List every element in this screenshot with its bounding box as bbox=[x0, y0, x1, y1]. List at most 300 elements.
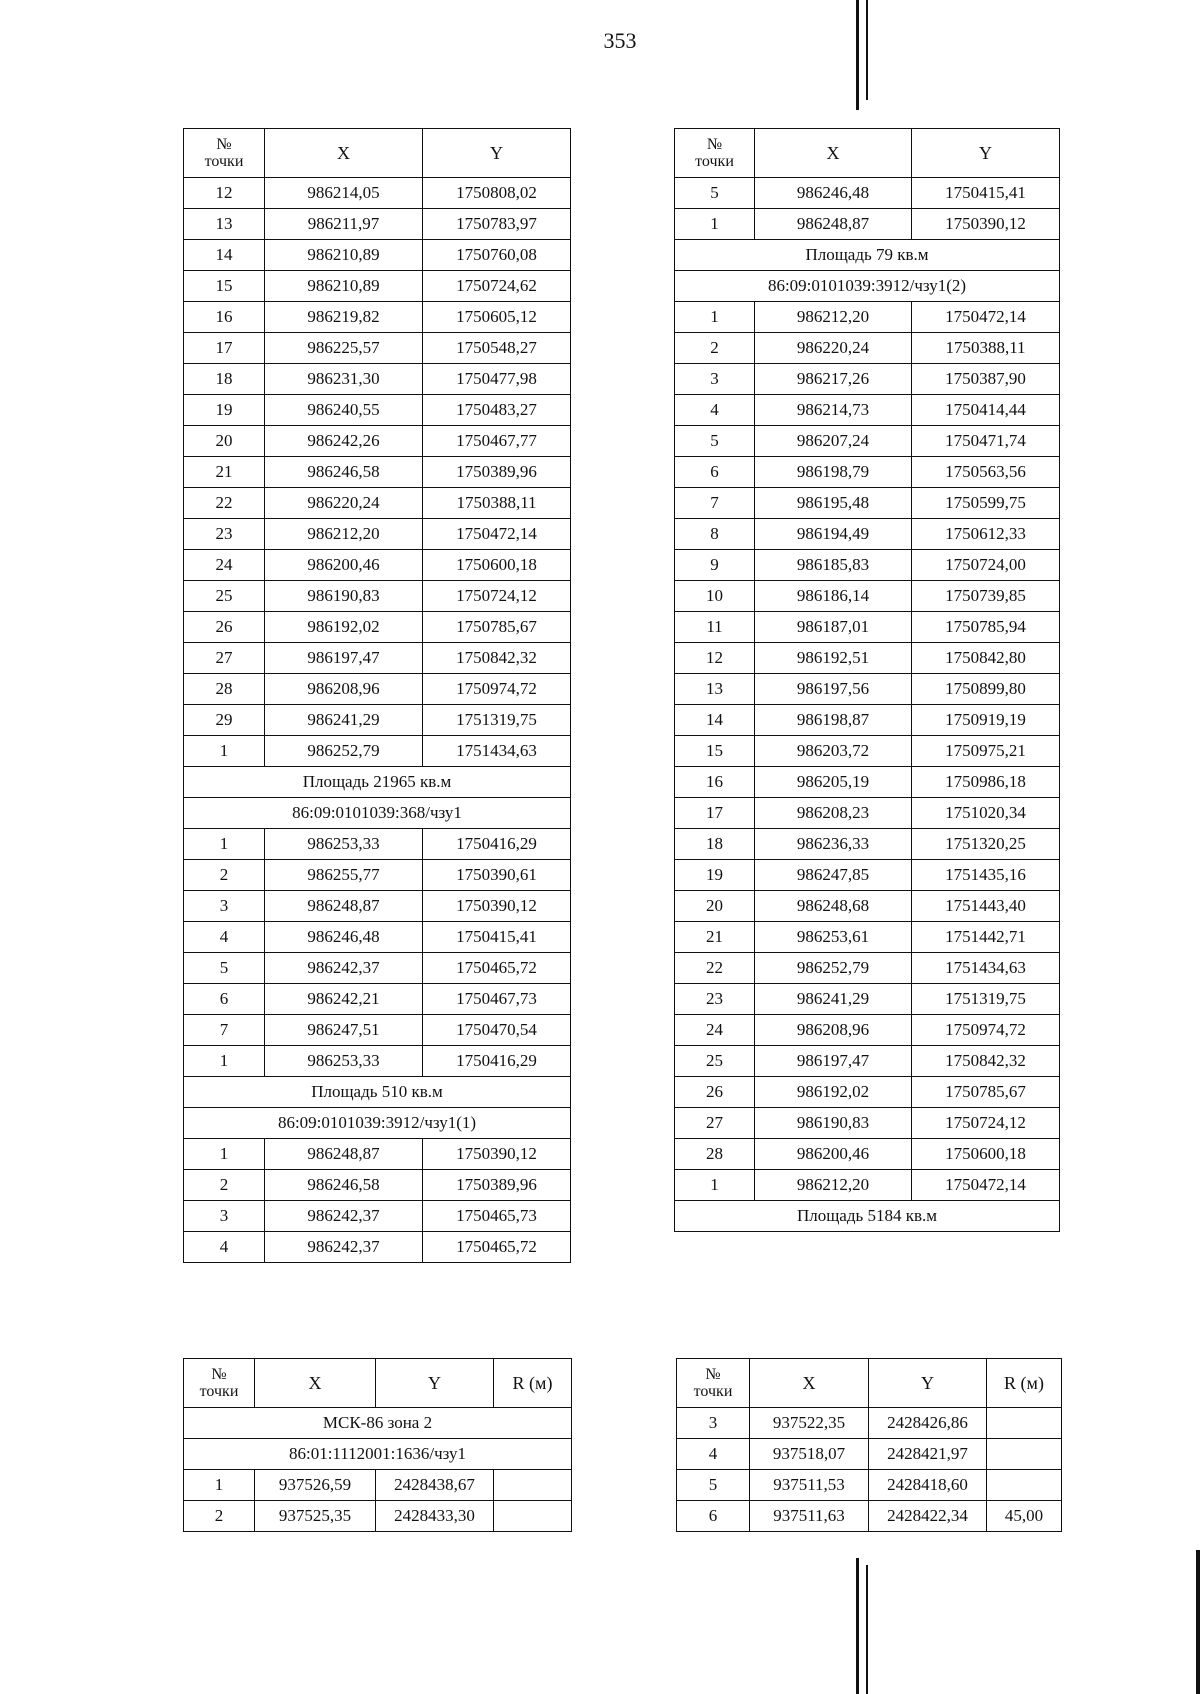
cell-point-number: 25 bbox=[675, 1046, 755, 1077]
cell-y: 1750390,12 bbox=[912, 209, 1060, 240]
cell-y: 1750842,32 bbox=[912, 1046, 1060, 1077]
cell-x: 986253,33 bbox=[265, 829, 423, 860]
section-row bbox=[675, 271, 1060, 302]
cell-y: 1750388,11 bbox=[423, 488, 571, 519]
cell-x: 986192,02 bbox=[755, 1077, 912, 1108]
table-row bbox=[184, 1232, 571, 1263]
section-label: 86:09:0101039:3912/чзу1(2) bbox=[675, 271, 1060, 302]
cell-y: 1750483,27 bbox=[423, 395, 571, 426]
cell-y: 1751319,75 bbox=[423, 705, 571, 736]
table-row bbox=[184, 922, 571, 953]
cell-x: 986214,05 bbox=[265, 178, 423, 209]
cell-y: 1750548,27 bbox=[423, 333, 571, 364]
table-row bbox=[677, 1439, 1062, 1470]
cell-radius bbox=[987, 1439, 1062, 1470]
cell-point-number: 19 bbox=[675, 860, 755, 891]
cell-y: 1750842,32 bbox=[423, 643, 571, 674]
cell-point-number: 3 bbox=[677, 1408, 750, 1439]
table-row bbox=[675, 426, 1060, 457]
table-row bbox=[184, 240, 571, 271]
header-x: X bbox=[755, 129, 912, 178]
cell-x: 986214,73 bbox=[755, 395, 912, 426]
cell-x: 986186,14 bbox=[755, 581, 912, 612]
cell-point-number: 9 bbox=[675, 550, 755, 581]
cell-y: 1751434,63 bbox=[423, 736, 571, 767]
section-row bbox=[675, 240, 1060, 271]
scan-edge-line bbox=[866, 1565, 868, 1694]
header-x: X bbox=[750, 1359, 869, 1408]
cell-y: 1751020,34 bbox=[912, 798, 1060, 829]
table-row bbox=[184, 860, 571, 891]
table-row bbox=[675, 984, 1060, 1015]
table-row bbox=[184, 1501, 572, 1532]
cell-point-number: 22 bbox=[184, 488, 265, 519]
table-row bbox=[675, 1015, 1060, 1046]
cell-y: 1750389,96 bbox=[423, 1170, 571, 1201]
cell-point-number: 2 bbox=[184, 1501, 255, 1532]
cell-x: 937511,53 bbox=[750, 1470, 869, 1501]
cell-x: 986212,20 bbox=[265, 519, 423, 550]
section-row bbox=[184, 1108, 571, 1139]
table-row bbox=[184, 209, 571, 240]
header-point-number: № точки bbox=[677, 1359, 750, 1408]
header-y: Y bbox=[423, 129, 571, 178]
cell-x: 986197,47 bbox=[755, 1046, 912, 1077]
table-row bbox=[677, 1470, 1062, 1501]
cell-point-number: 17 bbox=[675, 798, 755, 829]
cell-point-number: 4 bbox=[184, 922, 265, 953]
table-row bbox=[675, 209, 1060, 240]
cell-x: 986185,83 bbox=[755, 550, 912, 581]
cell-y: 1750975,21 bbox=[912, 736, 1060, 767]
cell-y: 1750600,18 bbox=[423, 550, 571, 581]
cell-radius: 45,00 bbox=[987, 1501, 1062, 1532]
table-row bbox=[184, 488, 571, 519]
cell-point-number: 1 bbox=[184, 1470, 255, 1501]
cell-y: 1750465,72 bbox=[423, 1232, 571, 1263]
cell-x: 986231,30 bbox=[265, 364, 423, 395]
cell-point-number: 6 bbox=[675, 457, 755, 488]
table-row bbox=[184, 1201, 571, 1232]
section-row bbox=[675, 1201, 1060, 1232]
cell-point-number: 12 bbox=[184, 178, 265, 209]
cell-point-number: 22 bbox=[675, 953, 755, 984]
table-row bbox=[184, 705, 571, 736]
table-row bbox=[184, 426, 571, 457]
table-row bbox=[184, 1170, 571, 1201]
cell-x: 986210,89 bbox=[265, 240, 423, 271]
cell-point-number: 5 bbox=[675, 178, 755, 209]
cell-point-number: 25 bbox=[184, 581, 265, 612]
cell-y: 1750472,14 bbox=[912, 1170, 1060, 1201]
table-row bbox=[184, 891, 571, 922]
cell-x: 986241,29 bbox=[755, 984, 912, 1015]
cell-x: 986197,47 bbox=[265, 643, 423, 674]
cell-point-number: 24 bbox=[184, 550, 265, 581]
table-row bbox=[184, 1139, 571, 1170]
section-label: 86:09:0101039:368/чзу1 bbox=[184, 798, 571, 829]
table-row bbox=[184, 457, 571, 488]
cell-y: 1750600,18 bbox=[912, 1139, 1060, 1170]
cell-x: 986210,89 bbox=[265, 271, 423, 302]
cell-y: 1750471,74 bbox=[912, 426, 1060, 457]
table-row bbox=[675, 643, 1060, 674]
cell-x: 986255,77 bbox=[265, 860, 423, 891]
cell-y: 1750477,98 bbox=[423, 364, 571, 395]
cell-x: 986246,48 bbox=[755, 178, 912, 209]
cell-x: 986192,51 bbox=[755, 643, 912, 674]
cell-y: 1750599,75 bbox=[912, 488, 1060, 519]
cell-x: 986252,79 bbox=[265, 736, 423, 767]
cell-y: 1750467,73 bbox=[423, 984, 571, 1015]
cell-x: 986242,37 bbox=[265, 1232, 423, 1263]
table-row bbox=[184, 178, 571, 209]
table-row bbox=[675, 178, 1060, 209]
cell-x: 986248,87 bbox=[755, 209, 912, 240]
cell-y: 2428433,30 bbox=[376, 1501, 494, 1532]
cell-point-number: 10 bbox=[675, 581, 755, 612]
cell-y: 2428438,67 bbox=[376, 1470, 494, 1501]
cell-y: 1750842,80 bbox=[912, 643, 1060, 674]
cell-point-number: 1 bbox=[184, 1139, 265, 1170]
table-row bbox=[184, 984, 571, 1015]
table-header bbox=[677, 1359, 1062, 1408]
cell-y: 1750388,11 bbox=[912, 333, 1060, 364]
cell-y: 1750724,62 bbox=[423, 271, 571, 302]
cell-y: 1750808,02 bbox=[423, 178, 571, 209]
cell-point-number: 21 bbox=[675, 922, 755, 953]
cell-point-number: 20 bbox=[184, 426, 265, 457]
cell-point-number: 1 bbox=[675, 209, 755, 240]
cell-y: 1751320,25 bbox=[912, 829, 1060, 860]
header-x: X bbox=[265, 129, 423, 178]
cell-point-number: 1 bbox=[184, 829, 265, 860]
cell-x: 986242,37 bbox=[265, 953, 423, 984]
cell-y: 1750390,12 bbox=[423, 1139, 571, 1170]
cell-point-number: 7 bbox=[184, 1015, 265, 1046]
cell-point-number: 16 bbox=[675, 767, 755, 798]
cell-point-number: 16 bbox=[184, 302, 265, 333]
header-point-number: № точки bbox=[184, 1359, 255, 1408]
cell-point-number: 12 bbox=[675, 643, 755, 674]
table-row bbox=[675, 333, 1060, 364]
cell-point-number: 14 bbox=[184, 240, 265, 271]
table-row bbox=[184, 519, 571, 550]
cell-x: 986253,61 bbox=[755, 922, 912, 953]
cell-x: 986242,21 bbox=[265, 984, 423, 1015]
cell-x: 986207,24 bbox=[755, 426, 912, 457]
cell-x: 986205,19 bbox=[755, 767, 912, 798]
coordinates-table-bottom-right bbox=[676, 1358, 1062, 1532]
scan-edge-line bbox=[856, 1558, 859, 1694]
cell-x: 986198,79 bbox=[755, 457, 912, 488]
table-row bbox=[675, 302, 1060, 333]
table-row bbox=[675, 922, 1060, 953]
table-row bbox=[184, 395, 571, 426]
table-row bbox=[675, 1170, 1060, 1201]
cell-y: 1751435,16 bbox=[912, 860, 1060, 891]
cell-x: 986212,20 bbox=[755, 302, 912, 333]
section-row bbox=[184, 1408, 572, 1439]
table-row bbox=[675, 1077, 1060, 1108]
cell-x: 986217,26 bbox=[755, 364, 912, 395]
cell-radius bbox=[494, 1501, 572, 1532]
cell-x: 986198,87 bbox=[755, 705, 912, 736]
cell-y: 1750387,90 bbox=[912, 364, 1060, 395]
cell-x: 986236,33 bbox=[755, 829, 912, 860]
cell-point-number: 26 bbox=[675, 1077, 755, 1108]
section-label: Площадь 79 кв.м bbox=[675, 240, 1060, 271]
cell-y: 1750760,08 bbox=[423, 240, 571, 271]
table-row bbox=[675, 581, 1060, 612]
section-row bbox=[184, 1077, 571, 1108]
coordinates-table-right bbox=[674, 128, 1060, 1232]
cell-y: 1750390,12 bbox=[423, 891, 571, 922]
cell-point-number: 23 bbox=[184, 519, 265, 550]
header-point-number: № точки bbox=[675, 129, 755, 178]
cell-x: 937525,35 bbox=[255, 1501, 376, 1532]
cell-point-number: 4 bbox=[675, 395, 755, 426]
table-row bbox=[675, 1108, 1060, 1139]
cell-x: 986246,58 bbox=[265, 457, 423, 488]
cell-point-number: 15 bbox=[184, 271, 265, 302]
header-radius: R (м) bbox=[494, 1359, 572, 1408]
cell-point-number: 20 bbox=[675, 891, 755, 922]
cell-y: 1750416,29 bbox=[423, 1046, 571, 1077]
cell-point-number: 3 bbox=[184, 891, 265, 922]
cell-point-number: 13 bbox=[675, 674, 755, 705]
cell-point-number: 21 bbox=[184, 457, 265, 488]
cell-x: 986208,96 bbox=[755, 1015, 912, 1046]
cell-x: 937518,07 bbox=[750, 1439, 869, 1470]
cell-x: 986219,82 bbox=[265, 302, 423, 333]
table-row bbox=[184, 333, 571, 364]
cell-x: 986208,23 bbox=[755, 798, 912, 829]
cell-point-number: 5 bbox=[677, 1470, 750, 1501]
table-row bbox=[675, 736, 1060, 767]
cell-point-number: 8 bbox=[675, 519, 755, 550]
cell-point-number: 3 bbox=[675, 364, 755, 395]
cell-y: 1750783,97 bbox=[423, 209, 571, 240]
cell-point-number: 2 bbox=[184, 860, 265, 891]
cell-y: 2428426,86 bbox=[869, 1408, 987, 1439]
cell-point-number: 28 bbox=[675, 1139, 755, 1170]
cell-x: 986195,48 bbox=[755, 488, 912, 519]
cell-y: 1750467,77 bbox=[423, 426, 571, 457]
table-row bbox=[675, 767, 1060, 798]
cell-point-number: 23 bbox=[675, 984, 755, 1015]
cell-x: 986253,33 bbox=[265, 1046, 423, 1077]
table-row bbox=[675, 1139, 1060, 1170]
cell-y: 2428422,34 bbox=[869, 1501, 987, 1532]
cell-point-number: 11 bbox=[675, 612, 755, 643]
table-header bbox=[184, 1359, 572, 1408]
section-row bbox=[184, 767, 571, 798]
cell-y: 1750605,12 bbox=[423, 302, 571, 333]
scan-edge-line bbox=[856, 0, 859, 110]
table-row bbox=[675, 1046, 1060, 1077]
table-row bbox=[675, 674, 1060, 705]
cell-point-number: 2 bbox=[184, 1170, 265, 1201]
cell-point-number: 18 bbox=[675, 829, 755, 860]
table-row bbox=[675, 860, 1060, 891]
table-row bbox=[184, 674, 571, 705]
header-y: Y bbox=[869, 1359, 987, 1408]
table-row bbox=[184, 364, 571, 395]
cell-point-number: 1 bbox=[675, 302, 755, 333]
section-label: 86:01:1112001:1636/чзу1 bbox=[184, 1439, 572, 1470]
cell-y: 1751434,63 bbox=[912, 953, 1060, 984]
cell-y: 1750612,33 bbox=[912, 519, 1060, 550]
scan-edge-line bbox=[1196, 1550, 1200, 1694]
table-row bbox=[184, 302, 571, 333]
cell-point-number: 5 bbox=[675, 426, 755, 457]
table-row bbox=[675, 519, 1060, 550]
table-header bbox=[184, 129, 571, 178]
cell-y: 1750724,12 bbox=[912, 1108, 1060, 1139]
cell-y: 1750785,67 bbox=[423, 612, 571, 643]
cell-y: 1750415,41 bbox=[912, 178, 1060, 209]
cell-y: 1750739,85 bbox=[912, 581, 1060, 612]
cell-x: 986190,83 bbox=[755, 1108, 912, 1139]
table-row bbox=[184, 612, 571, 643]
table-row bbox=[675, 550, 1060, 581]
cell-y: 1750724,00 bbox=[912, 550, 1060, 581]
table-row bbox=[675, 953, 1060, 984]
table-row bbox=[184, 550, 571, 581]
cell-y: 1750465,72 bbox=[423, 953, 571, 984]
cell-y: 1750724,12 bbox=[423, 581, 571, 612]
cell-y: 1750414,44 bbox=[912, 395, 1060, 426]
cell-point-number: 14 bbox=[675, 705, 755, 736]
section-row bbox=[184, 1439, 572, 1470]
cell-point-number: 4 bbox=[184, 1232, 265, 1263]
cell-x: 986247,51 bbox=[265, 1015, 423, 1046]
cell-x: 986248,87 bbox=[265, 1139, 423, 1170]
cell-x: 986246,48 bbox=[265, 922, 423, 953]
table-row bbox=[184, 271, 571, 302]
cell-y: 1750472,14 bbox=[912, 302, 1060, 333]
cell-point-number: 1 bbox=[184, 1046, 265, 1077]
cell-x: 986211,97 bbox=[265, 209, 423, 240]
cell-x: 986248,87 bbox=[265, 891, 423, 922]
table-row bbox=[675, 488, 1060, 519]
table-row bbox=[675, 612, 1060, 643]
cell-x: 986225,57 bbox=[265, 333, 423, 364]
cell-point-number: 13 bbox=[184, 209, 265, 240]
cell-y: 1750415,41 bbox=[423, 922, 571, 953]
cell-radius bbox=[987, 1408, 1062, 1439]
cell-point-number: 1 bbox=[184, 736, 265, 767]
table-row bbox=[675, 457, 1060, 488]
cell-point-number: 4 bbox=[677, 1439, 750, 1470]
table-header bbox=[675, 129, 1060, 178]
cell-x: 986200,46 bbox=[265, 550, 423, 581]
cell-x: 986242,26 bbox=[265, 426, 423, 457]
section-label: Площадь 5184 кв.м bbox=[675, 1201, 1060, 1232]
table-row bbox=[675, 829, 1060, 860]
cell-y: 1750919,19 bbox=[912, 705, 1060, 736]
cell-y: 1750899,80 bbox=[912, 674, 1060, 705]
cell-y: 1750416,29 bbox=[423, 829, 571, 860]
cell-point-number: 15 bbox=[675, 736, 755, 767]
cell-radius bbox=[987, 1470, 1062, 1501]
cell-point-number: 26 bbox=[184, 612, 265, 643]
cell-x: 986203,72 bbox=[755, 736, 912, 767]
cell-point-number: 29 bbox=[184, 705, 265, 736]
cell-x: 986248,68 bbox=[755, 891, 912, 922]
table-row bbox=[675, 395, 1060, 426]
cell-x: 986187,01 bbox=[755, 612, 912, 643]
cell-point-number: 3 bbox=[184, 1201, 265, 1232]
section-label: МСК-86 зона 2 bbox=[184, 1408, 572, 1439]
table-row bbox=[677, 1501, 1062, 1532]
cell-x: 986246,58 bbox=[265, 1170, 423, 1201]
cell-x: 986252,79 bbox=[755, 953, 912, 984]
table-row bbox=[184, 643, 571, 674]
section-row bbox=[184, 798, 571, 829]
cell-point-number: 5 bbox=[184, 953, 265, 984]
table-row bbox=[675, 891, 1060, 922]
table-row bbox=[675, 798, 1060, 829]
cell-x: 986240,55 bbox=[265, 395, 423, 426]
cell-x: 986192,02 bbox=[265, 612, 423, 643]
cell-y: 1750986,18 bbox=[912, 767, 1060, 798]
table-row bbox=[184, 1046, 571, 1077]
cell-x: 937511,63 bbox=[750, 1501, 869, 1532]
table-row bbox=[677, 1408, 1062, 1439]
cell-y: 1750563,56 bbox=[912, 457, 1060, 488]
page-number: 353 bbox=[603, 28, 637, 53]
cell-point-number: 6 bbox=[677, 1501, 750, 1532]
cell-x: 937526,59 bbox=[255, 1470, 376, 1501]
cell-x: 986242,37 bbox=[265, 1201, 423, 1232]
header-y: Y bbox=[912, 129, 1060, 178]
section-label: Площадь 21965 кв.м bbox=[184, 767, 571, 798]
cell-x: 986200,46 bbox=[755, 1139, 912, 1170]
table-row bbox=[675, 364, 1060, 395]
cell-point-number: 2 bbox=[675, 333, 755, 364]
cell-x: 986208,96 bbox=[265, 674, 423, 705]
cell-point-number: 28 bbox=[184, 674, 265, 705]
cell-radius bbox=[494, 1470, 572, 1501]
cell-x: 937522,35 bbox=[750, 1408, 869, 1439]
cell-y: 1750390,61 bbox=[423, 860, 571, 891]
table-row bbox=[184, 829, 571, 860]
cell-y: 1750785,67 bbox=[912, 1077, 1060, 1108]
cell-x: 986197,56 bbox=[755, 674, 912, 705]
cell-point-number: 17 bbox=[184, 333, 265, 364]
cell-x: 986194,49 bbox=[755, 519, 912, 550]
cell-x: 986241,29 bbox=[265, 705, 423, 736]
cell-x: 986190,83 bbox=[265, 581, 423, 612]
cell-x: 986220,24 bbox=[755, 333, 912, 364]
cell-point-number: 7 bbox=[675, 488, 755, 519]
cell-x: 986212,20 bbox=[755, 1170, 912, 1201]
coordinates-table-bottom-left bbox=[183, 1358, 572, 1532]
section-label: Площадь 510 кв.м bbox=[184, 1077, 571, 1108]
cell-y: 1750389,96 bbox=[423, 457, 571, 488]
cell-y: 1751443,40 bbox=[912, 891, 1060, 922]
coordinates-table-left bbox=[183, 128, 571, 1263]
cell-y: 1750974,72 bbox=[423, 674, 571, 705]
cell-y: 1751319,75 bbox=[912, 984, 1060, 1015]
cell-point-number: 24 bbox=[675, 1015, 755, 1046]
cell-x: 986247,85 bbox=[755, 860, 912, 891]
header-radius: R (м) bbox=[987, 1359, 1062, 1408]
table-row bbox=[184, 1470, 572, 1501]
table-row bbox=[184, 581, 571, 612]
